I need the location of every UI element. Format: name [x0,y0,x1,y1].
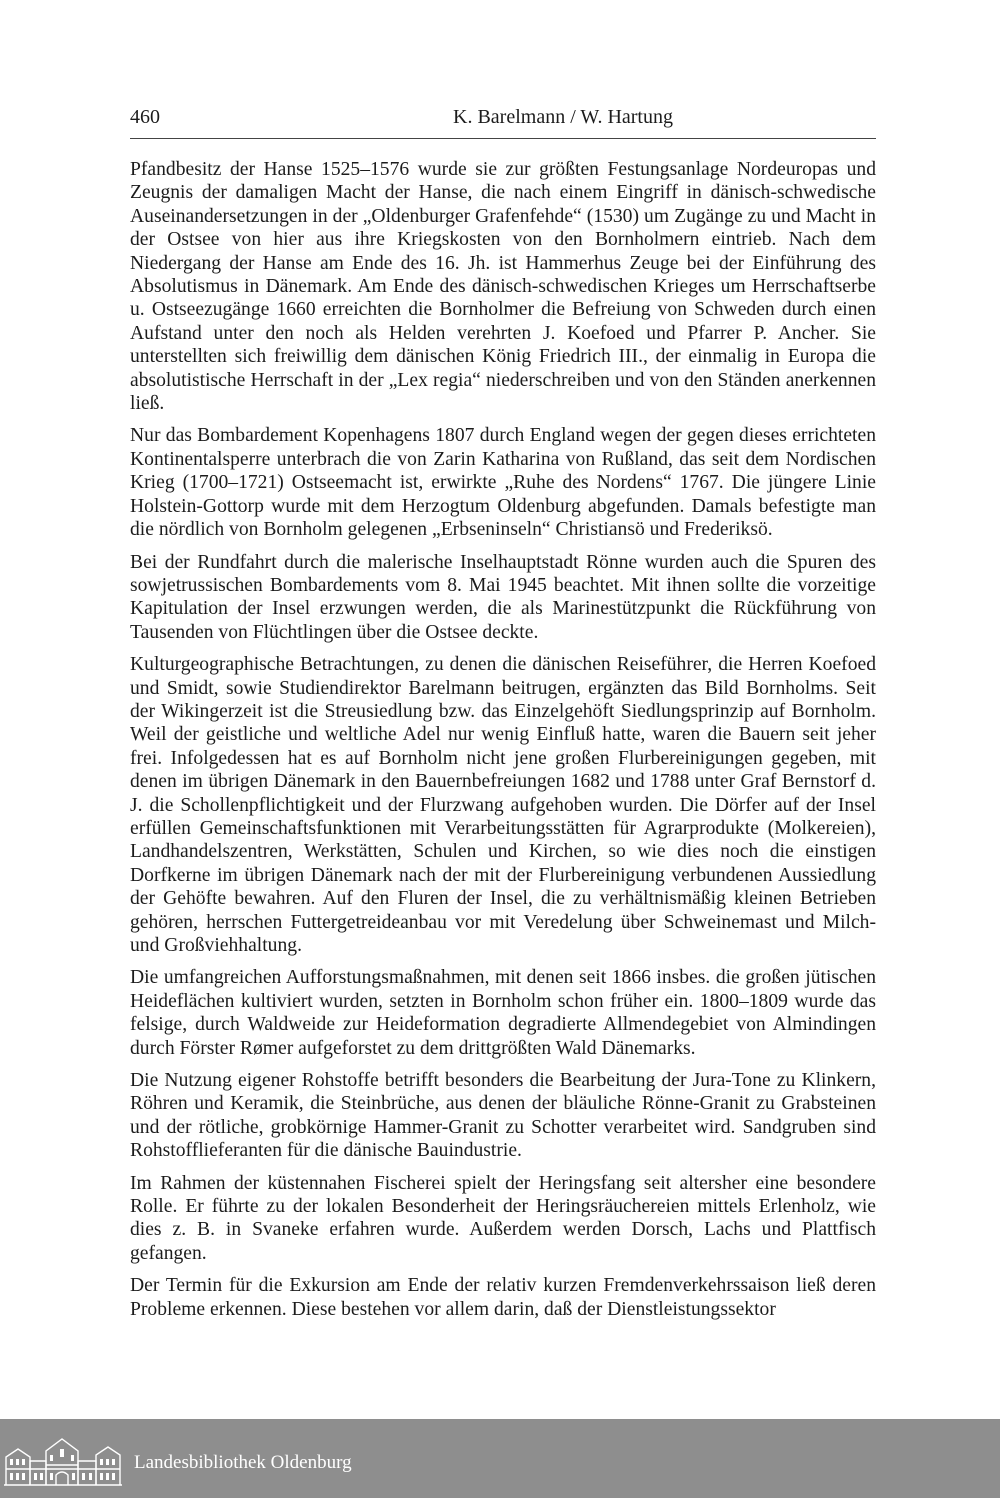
running-head-authors: K. Barelmann / W. Hartung [453,106,673,128]
paragraph: Pfandbesitz der Hanse 1525–1576 wurde sie zur größten Festungsanlage Nordeuropas und Zeugnis der damaligen Macht der Hanse, die nach einem Eingriff in dänisch-schwedische Auseinandersetzungen in der „Oldenburger Grafenfehde“ (1530) um Zugänge zu und Macht in der Ostsee von hier aus ihre Kriegskosten von den Bornholmern eintrieb. Nach dem Niedergang der Hanse am Ende des 16. Jh. ist Hammerhus Zeuge bei der Einführung des Absolutismus in Dänemark. Am Ende des dänisch-schwedischen Krieges um Herrschaftserbe u. Ostseezugänge 1660 erreichten die Bornholmer die Befreiung von Schweden durch einen Aufstand unter den noch als Helden verehrten J. Koefoed und Pfarrer P. Ancher. Sie unterstellten sich freiwillig dem dänischen König Friedrich III., der einmalig in Europa die absolutistische Herrschaft in der „Lex regia“ niederschreiben und von den Ständen anerkennen ließ. [130,159,876,415]
paragraph: Der Termin für die Exkursion am Ende der relativ kurzen Fremdenverkehrssaison ließ deren Probleme erkennen. Diese bestehen vor allem darin, daß der Dienstleistungssektor [130,1275,876,1320]
paragraph: Die umfangreichen Aufforstungsmaßnahmen, mit denen seit 1866 insbes. die großen jütischen Heideflächen kultiviert wurden, setzten in Bornholm schon früher ein. 1800–1809 wurde das felsige, durch Waldweide zur Heideformation degradierte Allmendegebiet von Almindingen durch Förster Rømer aufgeforstet zu dem drittgrößten Wald Dänemarks. [130,967,876,1059]
body-text [130,158,876,1330]
library-name: Landesbibliothek Oldenburg [134,1452,352,1473]
paragraph: Bei der Rundfahrt durch die malerische Inselhauptstadt Rönne wurden auch die Spuren des sowjetrussischen Bombardements vom 8. Mai 1945 beachtet. Mit ihnen sollte die vorzeitige Kapitulation der Insel erzwungen werden, die als Marinestützpunkt die Rückführung von Tausenden von Flüchtlingen über die Ostsee deckte. [130,551,876,643]
paragraph: Kulturgeographische Betrachtungen, zu denen die dänischen Reiseführer, die Herren Koefoed und Smidt, sowie Studiendirektor Barelmann beitrugen, ergänzten das Bild Bornholms. Seit der Wikingerzeit ist die Streusiedlung bzw. das Einzelgehöft Siedlungsprinzip auf Bornholm. Weil der geistliche und weltliche Adel nur wenig Einfluß hatte, waren die Bauern seit jeher frei. Infolgedessen hat es auf Bornholm nicht jene großen Flurbereinigungen gegeben, mit denen im übrigen Dänemark in den Bauernbefreiungen 1682 und 1788 unter Graf Bernstorf d. J. die Schollenpflichtigkeit und der Flurzwang aufgehoben wurden. Die Dörfer auf der Insel erfüllen Gemeinschaftsfunktionen mit Verarbeitungsstätten für Agrarprodukte (Molkereien), Landhandelszentren, Werkstätten, Schulen und Kirchen, so wie dies noch die einstigen Dorfkerne im übrigen Dänemark nach der mit der Flurbereinigung verbundenen Aussiedlung der Gehöfte bewahren. Auf den Fluren der Insel, die zu verhältnismäßig kleinen Betrieben gehören, herrschen Futtergetreideanbau vor mit Veredelung über Schweinemast und Milch- und Großviehhaltung. [130,654,876,956]
library-footer-bar [0,1419,1000,1498]
library-building-icon [4,1435,122,1487]
paragraph: Nur das Bombardement Kopenhagens 1807 durch England wegen der gegen dieses errichteten Kontinentalsperre unterbrach die von Zarin Katharina von Rußland, das seit dem Nordischen Krieg (1700–1721) Ostseemacht ist, erwirkte „Ruhe des Nordens“ 1767. Die jüngere Linie Holstein-Gottorp wurde mit dem Herzogtum Oldenburg abgefunden. Damals befestigte man die nördlich von Bornholm gelegenen „Erbseninseln“ Christiansö und Frederiksö. [130,425,876,541]
page-number: 460 [130,106,160,128]
running-header [130,104,876,139]
paragraph: Im Rahmen der küstennahen Fischerei spielt der Heringsfang seit altersher eine besondere Rolle. Er führte zu der lokalen Besonderheit der Heringsräuchereien mittels Erlenholz, wie dies z. B. in Svaneke erfahren wurde. Außerdem werden Dorsch, Lachs und Plattfisch gefangen. [130,1172,876,1264]
paragraph: Die Nutzung eigener Rohstoffe betrifft besonders die Bearbeitung der Jura-Tone zu Klinkern, Röhren und Keramik, die Steinbrüche, aus denen der bläuliche Rönne-Granit zu Grabsteinen und der rötliche, grobkörnige Hammer-Granit zu Schotter verarbeitet wird. Sandgruben sind Rohstofflieferanten für die dänische Bauindustrie. [130,1070,876,1162]
